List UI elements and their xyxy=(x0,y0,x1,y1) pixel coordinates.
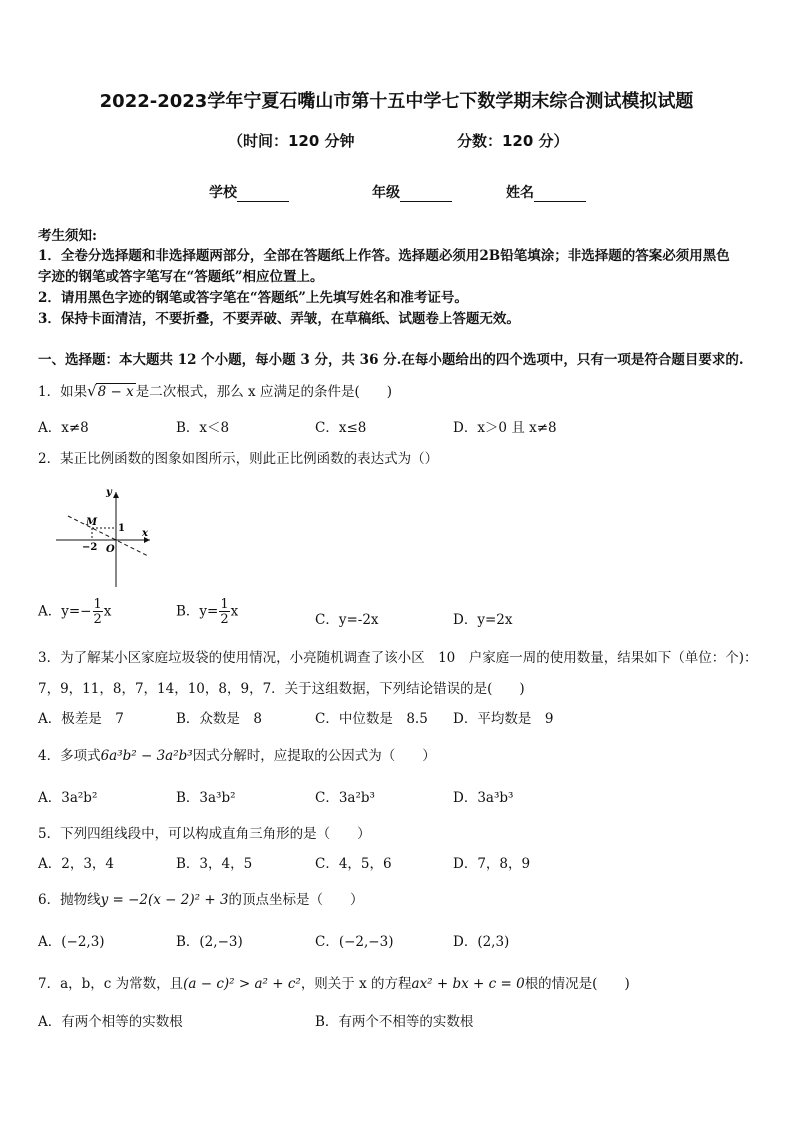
q1-option-b[interactable]: B．x＜8 xyxy=(176,420,230,436)
exam-time: （时间：120 分钟 xyxy=(228,132,355,150)
svg-text:y: y xyxy=(106,487,112,498)
section-heading: 一、选择题：本大题共 12 个小题，每小题 3 分，共 36 分.在每小题给出的四个选项中，只有一项是符合题目要求的. xyxy=(38,352,744,368)
q6-option-c[interactable]: C．(−2,−3) xyxy=(315,934,394,950)
q2-option-c[interactable]: C．y=-2x xyxy=(315,612,379,628)
svg-text:M: M xyxy=(86,517,98,528)
q5-option-d[interactable]: D．7，8，9 xyxy=(453,856,531,872)
q5-option-c[interactable]: C．4，5，6 xyxy=(315,856,392,872)
q1-option-c[interactable]: C．x≤8 xyxy=(315,420,367,436)
q2-option-a[interactable]: A．y=− $\frac{1}{2}$ x xyxy=(38,597,112,627)
q6-option-d[interactable]: D．(2,3) xyxy=(453,934,510,950)
page-title: 2022-2023学年宁夏石嘴山市第十五中学七下数学期末综合测试模拟试题 xyxy=(99,91,694,112)
q3-option-b[interactable]: B．众数是 8 xyxy=(176,711,263,727)
q7-option-b[interactable]: B．有两个不相等的实数根 xyxy=(315,1014,474,1030)
q6-option-a[interactable]: A．(−2,3) xyxy=(38,934,105,950)
question-3: 3．为了解某小区家庭垃圾袋的使用情况，小亮随机调查了该小区 10 户家庭一周的使用数量，结果如下（单位：个)： xyxy=(38,650,758,666)
question-6: 6．抛物线y = −2(x − 2)² + 3的顶点坐标是（ ） xyxy=(38,892,364,908)
q5-option-a[interactable]: A．2，3，4 xyxy=(38,856,115,872)
q1-option-d[interactable]: D．x＞0 且 x≠8 xyxy=(453,420,557,436)
q4-option-d[interactable]: D．3a³b³ xyxy=(453,790,514,806)
q5-option-b[interactable]: B．3，4，5 xyxy=(176,856,253,872)
name-field[interactable]: 姓名 xyxy=(506,182,586,202)
school-field[interactable]: 学校 xyxy=(209,182,289,202)
grade-field[interactable]: 年级 xyxy=(372,182,452,202)
q4-option-c[interactable]: C．3a²b³ xyxy=(315,790,375,806)
svg-text:1: 1 xyxy=(118,523,125,534)
q3-option-d[interactable]: D．平均数是 9 xyxy=(453,711,554,727)
note-line: 1．全卷分选择题和非选择题两部分，全部在答题纸上作答。选择题必须用2B铅笔填涂；非选择题的答案必须用黑色 xyxy=(38,248,730,264)
q1-option-a[interactable]: A．x≠8 xyxy=(38,420,89,436)
q4-option-a[interactable]: A．3a²b² xyxy=(38,790,98,806)
svg-text:x: x xyxy=(142,528,148,539)
svg-text:−2: −2 xyxy=(82,542,98,553)
note-line: 3．保持卡面清洁，不要折叠，不要弄破、弄皱，在草稿纸、试题卷上答题无效。 xyxy=(38,311,520,327)
q4-option-b[interactable]: B．3a³b² xyxy=(176,790,236,806)
question-2: 2．某正比例函数的图象如图所示，则此正比例函数的表达式为（） xyxy=(38,451,439,467)
y-axis-arrow xyxy=(113,492,119,498)
svg-text:O: O xyxy=(106,544,115,555)
note-line: 2．请用黑色字迹的钢笔或答字笔在“答题纸”上先填写姓名和准考证号。 xyxy=(38,290,468,306)
q3-option-c[interactable]: C．中位数是 8.5 xyxy=(315,711,428,727)
function-graph xyxy=(50,482,160,592)
q7-option-a[interactable]: A．有两个相等的实数根 xyxy=(38,1014,183,1030)
q2-option-b[interactable]: B．y= $\frac{1}{2}$ x xyxy=(176,597,239,627)
q3-option-a[interactable]: A．极差是 7 xyxy=(38,711,124,727)
exam-score: 分数：120 分） xyxy=(457,132,569,150)
notes-heading: 考生须知: xyxy=(38,228,97,244)
question-1: 1．如果√8 − x 是二次根式，那么 x 应满足的条件是( ) xyxy=(38,382,392,400)
note-line: 字迹的钢笔或答字笔写在“答题纸”相应位置上。 xyxy=(38,269,324,285)
q2-option-d[interactable]: D．y=2x xyxy=(453,612,513,628)
question-4: 4．多项式6a³b² − 3a²b³因式分解时，应提取的公因式为（ ） xyxy=(38,748,436,764)
question-3-line2: 7，9，11，8，7，14，10，8，9，7．关于这组数据，下列结论错误的是( ) xyxy=(38,681,525,697)
question-7: 7．a，b，c 为常数，且(a − c)² > a² + c²，则关于 x 的方程ax² + bx + c = 0根的情况是( ) xyxy=(38,976,630,992)
q6-option-b[interactable]: B．(2,−3) xyxy=(176,934,243,950)
question-5: 5．下列四组线段中，可以构成直角三角形的是（ ） xyxy=(38,826,371,842)
